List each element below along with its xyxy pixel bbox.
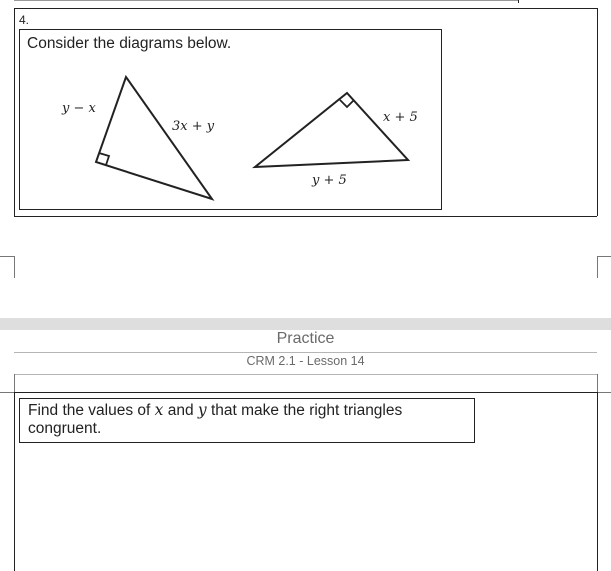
task-text	[28, 401, 468, 438]
corner-mark-right-h	[597, 256, 611, 257]
practice-bottom-line	[14, 374, 597, 375]
practice-subtitle: CRM 2.1 - Lesson 14	[246, 354, 365, 368]
practice-divider	[14, 352, 597, 353]
practice-title: Practice	[276, 330, 335, 347]
triangle-1	[96, 77, 212, 199]
task-text-before: Find the values of	[28, 402, 155, 419]
outer-frame-left	[14, 8, 15, 216]
top-edge-fragment	[14, 0, 518, 1]
answer-frame-left	[14, 392, 15, 571]
question-box	[19, 29, 442, 210]
question-prompt: Consider the diagrams below.	[27, 35, 232, 52]
answer-frame-top	[14, 392, 597, 393]
variable-y: y	[197, 401, 207, 419]
label-x-plus-5: x + 5	[383, 110, 418, 125]
triangle-2	[255, 93, 408, 167]
variable-x: x	[154, 401, 164, 419]
corner-mark-right-v	[597, 256, 598, 278]
task-box	[19, 398, 475, 443]
diagram-area	[20, 30, 441, 209]
label-y-minus-x: y − x	[62, 101, 96, 116]
label-3x-plus-y: 3x + y	[172, 119, 215, 134]
outer-frame-bottom	[14, 216, 597, 217]
corner-mark-left-h	[0, 256, 14, 257]
label-y-plus-5: y + 5	[312, 173, 347, 188]
corner-mark-left-v2	[14, 374, 15, 392]
corner-mark-left-v	[14, 256, 15, 278]
answer-frame-right	[597, 392, 598, 571]
corner-mark-left-h2	[0, 392, 14, 393]
task-text-and: and	[163, 402, 198, 419]
corner-mark-right-v2	[597, 374, 598, 392]
top-border-line	[14, 8, 597, 9]
outer-frame-right	[597, 8, 598, 216]
right-angle-marker-2	[340, 100, 354, 107]
corner-mark-right-h2	[597, 392, 611, 393]
top-edge-fragment-end	[518, 0, 519, 3]
question-number: 4.	[19, 13, 30, 27]
page-separator	[0, 318, 611, 330]
task-text-after: that make the right triangles congruent.	[28, 402, 403, 437]
